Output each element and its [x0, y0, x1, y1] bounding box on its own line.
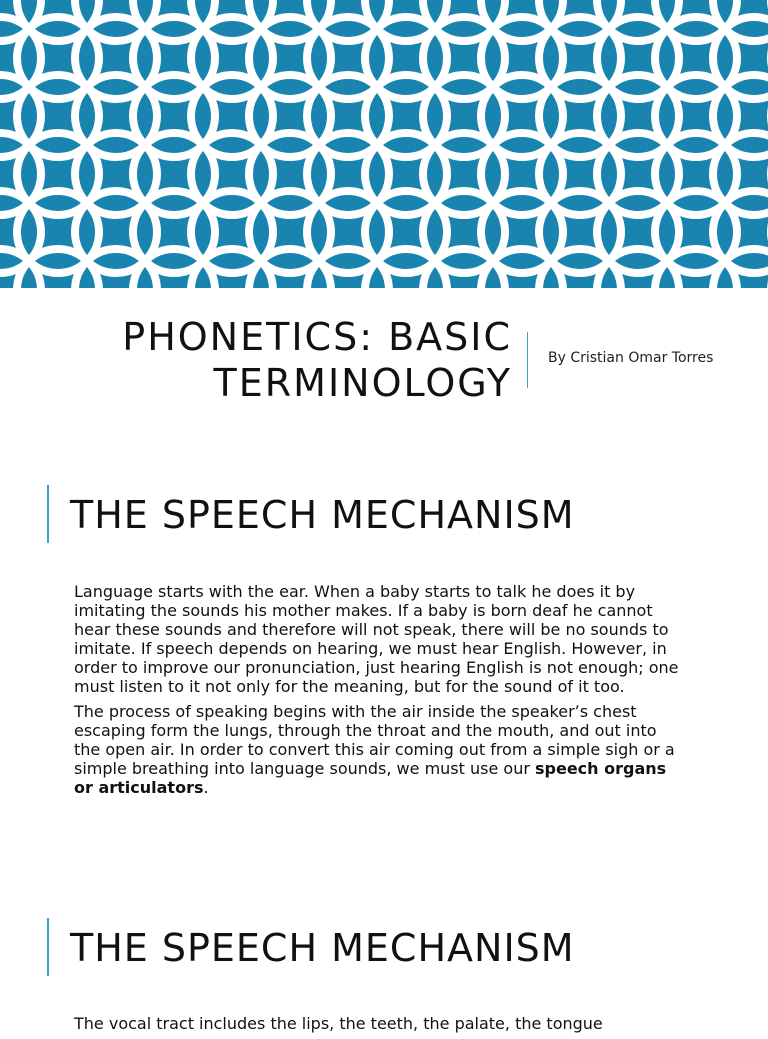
title-line-2: TERMINOLOGY [213, 361, 512, 405]
presentation-title [122, 314, 512, 406]
heading-text: THE SPEECH MECHANISM [70, 926, 575, 970]
heading-accent-bar [47, 485, 49, 543]
heading-text: THE SPEECH MECHANISM [70, 493, 575, 537]
paragraph-2-end: . [203, 778, 209, 797]
title-slide [0, 288, 768, 418]
slide-heading-1 [0, 485, 768, 549]
ring-pattern-image [0, 0, 768, 288]
pattern-banner [0, 0, 768, 288]
slide-heading-2 [0, 918, 768, 982]
paragraph-2-start: The process of speaking begins with the air inside the speaker’s chest escaping form the lungs, through the throat and the mouth, and out into the open air. In order to convert this air coming out from a simple sigh or a simple breathing into language sounds, we must use our [74, 702, 675, 778]
paragraph-2 [74, 702, 684, 797]
title-divider [527, 332, 528, 388]
paragraph-1: Language starts with the ear. When a baby starts to talk he does it by imitating the sounds his mother makes. If a baby is born deaf he cannot hear these sounds and therefore will not speak, there will be no sounds to imitate. If speech depends on hearing, we must hear English. However, in order to improve our pronunciation, just hearing English is not enough; one must listen to it not only for the meaning, but for the sound of it too. [74, 582, 679, 696]
heading-accent-bar [47, 918, 49, 976]
slide-body-2 [74, 1014, 684, 1039]
term-speech-organs: speech organs or articulators [74, 759, 667, 797]
slide-body-1 [74, 582, 684, 803]
title-line-1: PHONETICS: BASIC [122, 315, 512, 359]
author-byline: By Cristian Omar Torres [548, 350, 714, 366]
paragraph-1: The vocal tract includes the lips, the teeth, the palate, the tongue [74, 1014, 603, 1033]
